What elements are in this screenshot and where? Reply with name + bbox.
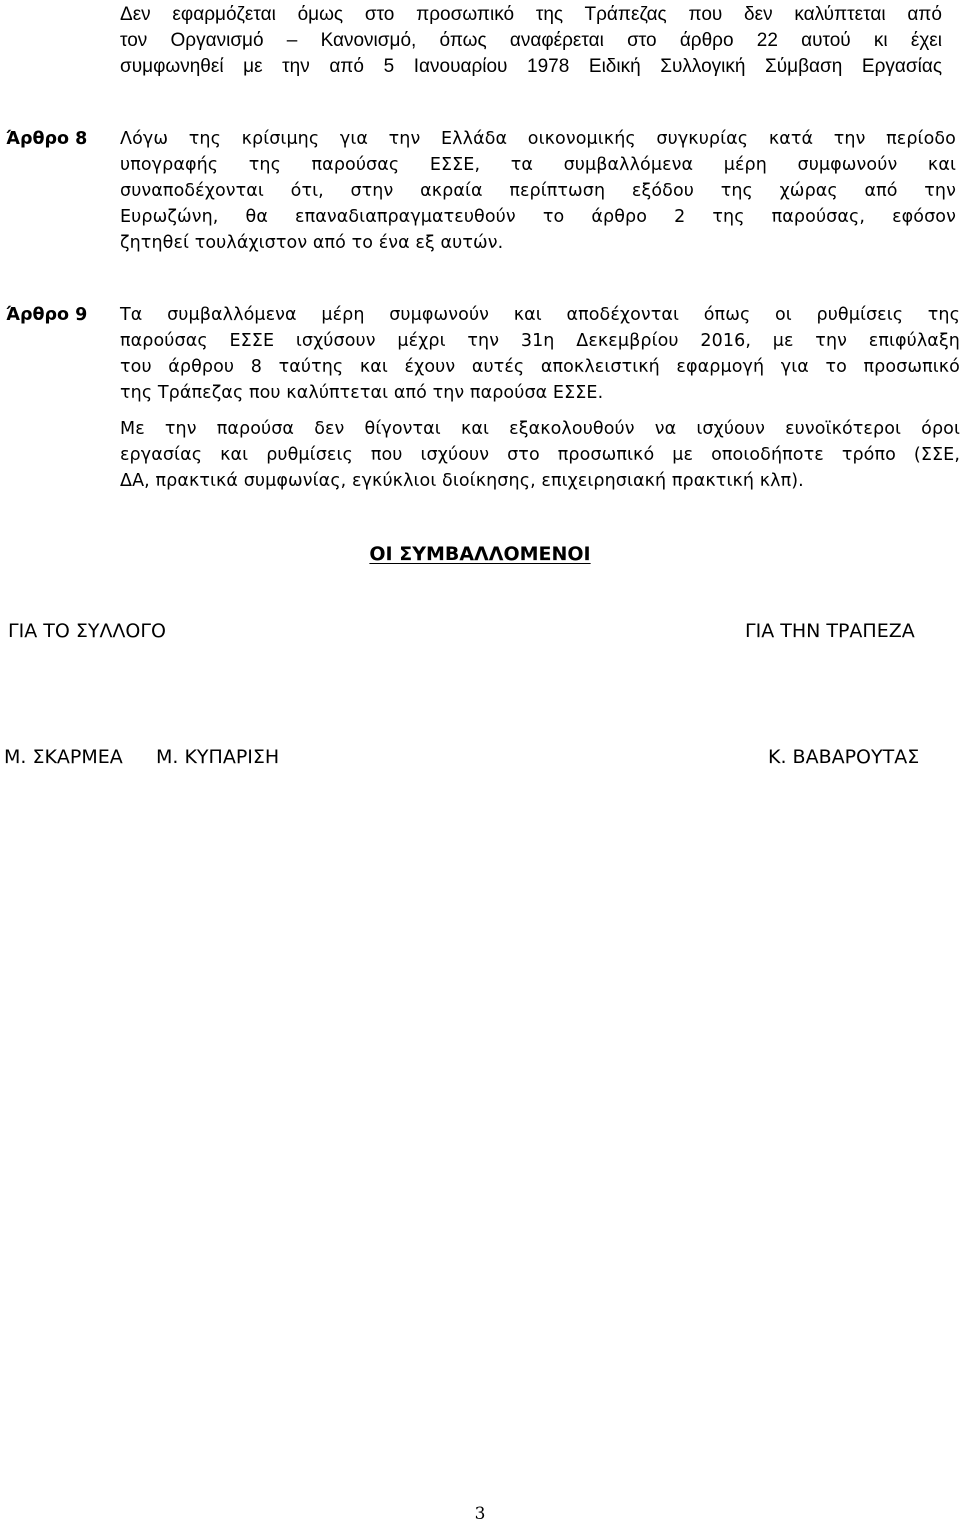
left-party-label: ΓΙΑ ΤΟ ΣΥΛΛΟΓΟ bbox=[8, 620, 166, 642]
article-8-line: υπογραφής της παρούσας ΕΣΣΕ, τα συμβαλλόμενα μέρη συμφωνούν και bbox=[120, 155, 956, 175]
article-8-line: Ευρωζώνη, θα επαναδιαπραγματευθούν το άρθρο 2 της παρούσας, εφόσον bbox=[120, 207, 956, 227]
article-9-line: ΔΑ, πρακτικά συμφωνίας, εγκύκλιοι διοίκησης, επιχειρησιακή πρακτική κλπ). bbox=[120, 471, 804, 491]
right-signer: Κ. ΒΑΒΑΡΟΥΤΑΣ bbox=[768, 746, 920, 768]
article-9-line: εργασίας και ρυθμίσεις που ισχύουν στο προσωπικό με οποιοδήποτε τρόπο (ΣΣΕ, bbox=[120, 445, 960, 465]
article-8-body bbox=[120, 126, 956, 256]
article-9-label: Άρθρο 9 bbox=[6, 305, 88, 325]
article-8-label: Άρθρο 8 bbox=[6, 129, 88, 149]
left-signer-2: Μ. ΚΥΠΑΡΙΣΗ bbox=[156, 746, 280, 768]
signatories-heading-text: ΟΙ ΣΥΜΒΑΛΛΟΜΕΝΟΙ bbox=[369, 543, 591, 565]
article-8-line: συναποδέχονται ότι, στην ακραία περίπτωση εξόδου της χώρας από την bbox=[120, 181, 956, 201]
right-party-label: ΓΙΑ ΤΗΝ ΤΡΑΠΕΖΑ bbox=[745, 620, 915, 642]
left-signer-1: Μ. ΣΚΑΡΜΕΑ bbox=[4, 746, 123, 768]
article-8-line: ζητηθεί τουλάχιστον από το ένα εξ αυτών. bbox=[120, 233, 504, 253]
article-9-line: της Τράπεζας που καλύπτεται από την παρούσα ΕΣΣΕ. bbox=[120, 383, 604, 403]
intro-line: συμφωνηθεί με την από 5 Ιανουαρίου 1978 Ειδική Συλλογική Σύμβαση Εργασίας bbox=[120, 56, 942, 77]
intro-line: τον Οργανισμό – Κανονισμό, όπως αναφέρεται στο άρθρο 22 αυτού κι έχει bbox=[120, 30, 942, 51]
page-number: 3 bbox=[474, 1504, 486, 1524]
article-9-paragraph-1 bbox=[120, 302, 960, 406]
intro-paragraph bbox=[120, 2, 942, 80]
article-8-line: Λόγω της κρίσιμης για την Ελλάδα οικονομικής συγκυρίας κατά την περίοδο bbox=[120, 129, 956, 149]
intro-line: Δεν εφαρμόζεται όμως στο προσωπικό της Τράπεζας που δεν καλύπτεται από bbox=[120, 4, 942, 25]
article-9-line: παρούσας ΕΣΣΕ ισχύσουν μέχρι την 31η Δεκεμβρίου 2016, με την επιφύλαξη bbox=[120, 331, 960, 351]
article-9-paragraph-2 bbox=[120, 416, 960, 494]
article-9-line: Με την παρούσα δεν θίγονται και εξακολουθούν να ισχύουν ευνοϊκότεροι όροι bbox=[120, 419, 960, 439]
signatories-heading bbox=[0, 540, 960, 568]
article-9-line: του άρθρου 8 ταύτης και έχουν αυτές αποκλειστική εφαρμογή για το προσωπικό bbox=[120, 357, 960, 377]
article-9-line: Τα συμβαλλόμενα μέρη συμφωνούν και αποδέχονται όπως οι ρυθμίσεις της bbox=[120, 305, 960, 325]
